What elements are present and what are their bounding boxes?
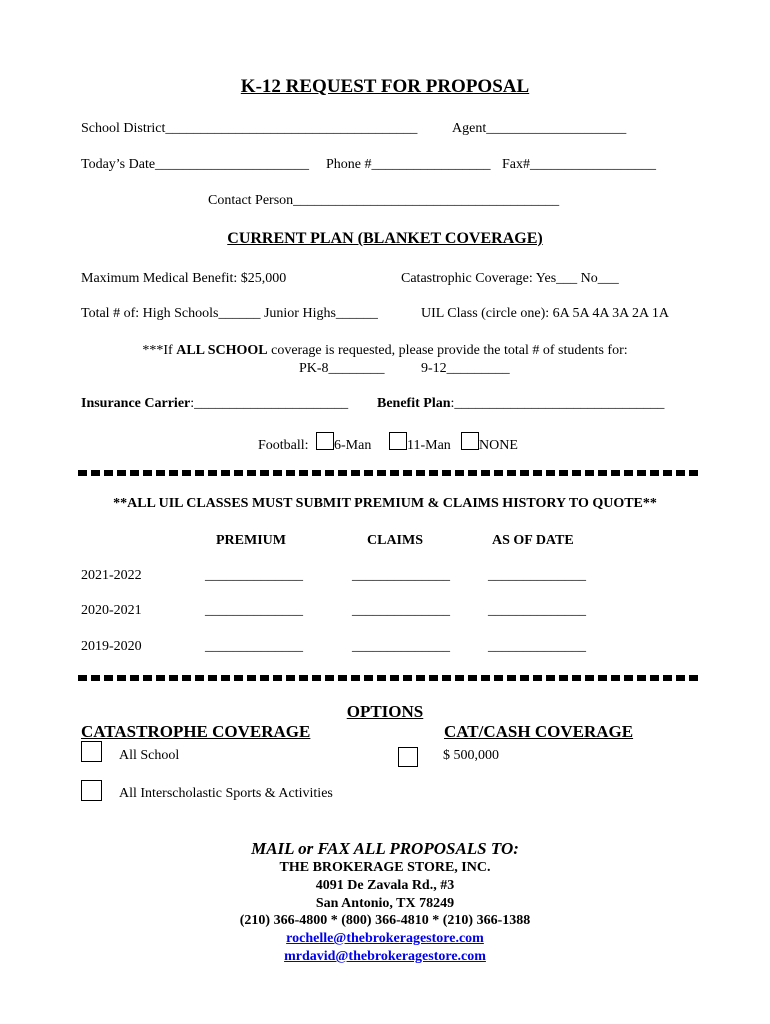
all-school-bold: ALL SCHOOL [176, 343, 268, 358]
as-of-date-blank[interactable]: ______________ [488, 603, 586, 618]
insurance-carrier-label: Insurance Carrier [81, 396, 191, 411]
email-row [0, 931, 770, 947]
football-11man-checkbox[interactable] [389, 432, 407, 450]
col-premium: PREMIUM [216, 533, 286, 548]
email-link-rochelle[interactable]: rochelle@thebrokeragestore.com [286, 931, 484, 946]
all-school-checkbox[interactable] [81, 741, 102, 762]
todays-date-field[interactable]: Today’s Date______________________ [81, 157, 310, 172]
cat-cash-500k-checkbox[interactable] [398, 747, 418, 767]
agent-field[interactable]: Agent____________________ [452, 121, 627, 136]
address-line-1: 4091 De Zavala Rd., #3 [315, 878, 455, 893]
contact-person-field[interactable]: Contact Person______________________________________ [208, 193, 560, 208]
all-school-prefix: ***If [142, 343, 177, 358]
pk8-field[interactable]: PK-8________ [299, 361, 385, 376]
school-district-field[interactable]: School District____________________________________ [81, 121, 418, 136]
benefit-plan-line: :______________________________ [450, 396, 665, 411]
phone-field[interactable]: Phone #_________________ [326, 157, 491, 172]
premium-blank[interactable]: ______________ [205, 639, 303, 654]
all-school-notice [0, 343, 770, 359]
col-as-of-date: AS OF DATE [492, 533, 574, 548]
all-school-label: All School [119, 748, 180, 763]
football-6man-label: 6-Man [334, 438, 372, 453]
fax-field[interactable]: Fax#__________________ [502, 157, 656, 172]
phone-numbers: (210) 366-4800 * (800) 366-4810 * (210) 366-1388 [239, 913, 531, 928]
all-school-suffix: coverage is requested, please provide the total # of students for: [267, 343, 628, 358]
section-divider [78, 675, 698, 681]
page-title: K-12 REQUEST FOR PROPOSAL [240, 76, 530, 97]
max-medical-benefit: Maximum Medical Benefit: $25,000 [81, 271, 287, 286]
premium-blank[interactable]: ______________ [205, 568, 303, 583]
email-row [0, 949, 770, 965]
cat-cash-coverage-heading: CAT/CASH COVERAGE [444, 722, 634, 741]
football-6man-checkbox[interactable] [316, 432, 334, 450]
claims-blank[interactable]: ______________ [352, 568, 450, 583]
email-link-mrdavid[interactable]: mrdavid@thebrokeragestore.com [284, 949, 486, 964]
claims-blank[interactable]: ______________ [352, 603, 450, 618]
year-row-label: 2020-2021 [81, 603, 142, 618]
premium-blank[interactable]: ______________ [205, 603, 303, 618]
as-of-date-blank[interactable]: ______________ [488, 568, 586, 583]
history-notice: **ALL UIL CLASSES MUST SUBMIT PREMIUM & CLAIMS HISTORY TO QUOTE** [113, 496, 657, 511]
col-claims: CLAIMS [367, 533, 424, 548]
address-line-2: San Antonio, TX 78249 [315, 896, 455, 911]
insurance-carrier-line: :______________________ [190, 396, 349, 411]
year-row-label: 2019-2020 [81, 639, 142, 654]
as-of-date-blank[interactable]: ______________ [488, 639, 586, 654]
football-11man-label: 11-Man [407, 438, 451, 453]
football-none-label: NONE [479, 438, 518, 453]
catastrophic-coverage-field[interactable]: Catastrophic Coverage: Yes___ No___ [401, 271, 619, 286]
mail-heading: MAIL or FAX ALL PROPOSALS TO: [251, 839, 519, 858]
benefit-plan-field[interactable] [377, 396, 664, 412]
total-schools-field[interactable]: Total # of: High Schools______ Junior Highs______ [81, 306, 378, 321]
options-heading: OPTIONS [346, 702, 424, 721]
year-row-label: 2021-2022 [81, 568, 142, 583]
catastrophe-coverage-heading: CATASTROPHE COVERAGE [81, 722, 311, 741]
football-none-checkbox[interactable] [461, 432, 479, 450]
cat-cash-amount-label: $ 500,000 [443, 748, 499, 763]
grade-9-12-field[interactable]: 9-12_________ [421, 361, 510, 376]
uil-class-field[interactable]: UIL Class (circle one): 6A 5A 4A 3A 2A 1A [421, 306, 669, 321]
current-plan-heading: CURRENT PLAN (BLANKET COVERAGE) [227, 230, 543, 247]
interscholastic-label: All Interscholastic Sports & Activities [119, 786, 333, 801]
insurance-carrier-field[interactable] [81, 396, 348, 412]
football-label: Football: [258, 438, 309, 453]
claims-blank[interactable]: ______________ [352, 639, 450, 654]
interscholastic-checkbox[interactable] [81, 780, 102, 801]
section-divider [78, 470, 698, 476]
company-name: THE BROKERAGE STORE, INC. [279, 860, 491, 875]
benefit-plan-label: Benefit Plan [377, 396, 451, 411]
